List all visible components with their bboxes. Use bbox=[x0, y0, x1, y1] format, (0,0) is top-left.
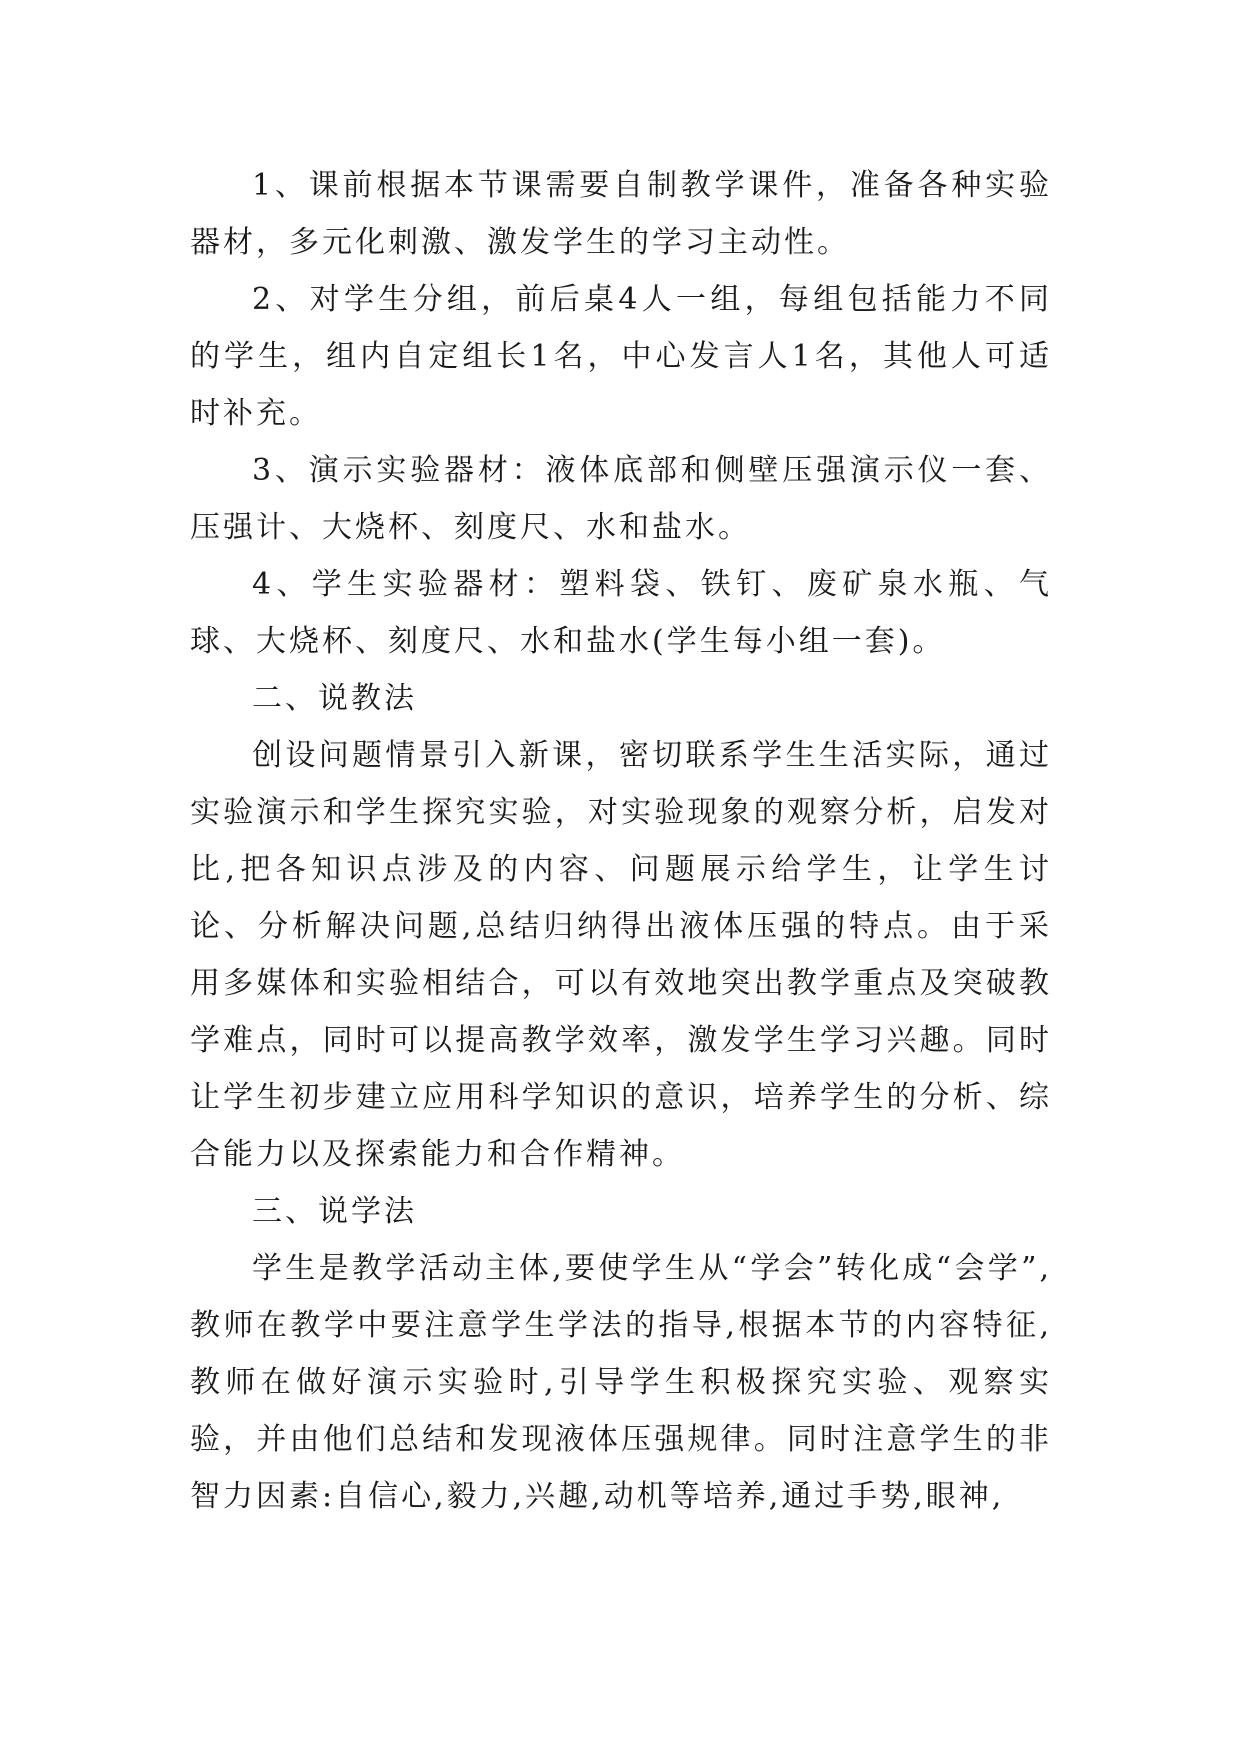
heading-learning-method: 三、说学法 bbox=[252, 1194, 417, 1229]
paragraph-student-equipment: 4、学生实验器材：塑料袋、铁钉、废矿泉水瓶、气球、大烧杯、刻度尺、水和盐水(学生每小组一套)。 bbox=[190, 567, 1052, 659]
paragraph-teaching-method: 创设问题情景引入新课，密切联系学生生活实际，通过实验演示和学生探究实验，对实验现象的观察分析，启发对比,把各知识点涉及的内容、问题展示给学生，让学生讨论、分析解决问题,总结归纳得出液体压强的特点。由于采用多媒体和实验相结合，可以有效地突出教学重点及突破教学难点，同时可以提高教学效率，激发学生学习兴趣。同时让学生初步建立应用科学知识的意识，培养学生的分析、综合能力以及探索能力和合作精神。 bbox=[190, 738, 1052, 1172]
heading-teaching-method: 二、说教法 bbox=[252, 681, 417, 716]
paragraph-learning-method: 学生是教学活动主体,要使学生从“学会”转化成“会学”,教师在教学中要注意学生学法的指导,根据本节的内容特征,教师在做好演示实验时,引导学生积极探究实验、观察实验，并由他们总结和发现液体压强规律。同时注意学生的非智力因素:自信心,毅力,兴趣,动机等培养,通过手势,眼神, bbox=[190, 1251, 1052, 1514]
paragraph-student-grouping: 2、对学生分组，前后桌4人一组，每组包括能力不同的学生，组内自定组长1名，中心发言人1名，其他人可适时补充。 bbox=[190, 282, 1052, 431]
paragraph-demo-equipment: 3、演示实验器材：液体底部和侧壁压强演示仪一套、压强计、大烧杯、刻度尺、水和盐水。 bbox=[190, 453, 1052, 545]
document-body bbox=[190, 157, 1052, 1525]
paragraph-courseware-preparation: 1、课前根据本节课需要自制教学课件，准备各种实验器材，多元化刺激、激发学生的学习主动性。 bbox=[190, 168, 1052, 260]
